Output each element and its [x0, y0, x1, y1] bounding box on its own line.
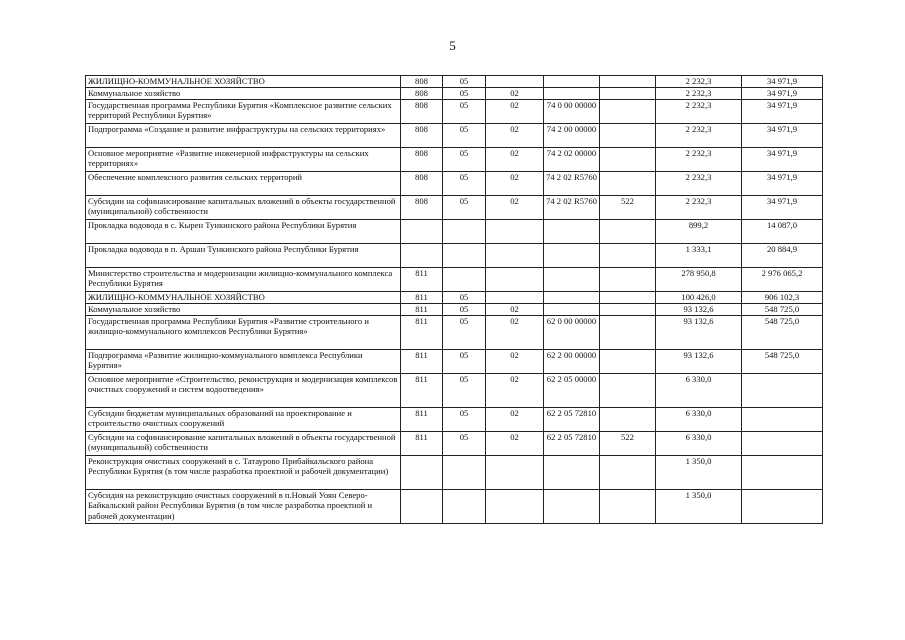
row-rz-cell: 05: [443, 88, 486, 100]
row-pr-cell: [486, 490, 544, 524]
row-csr-cell: 74 2 02 R5760: [544, 172, 600, 196]
row-ved-cell: 811: [401, 350, 443, 374]
row-ved-cell: 811: [401, 432, 443, 456]
row-pr-cell: 02: [486, 124, 544, 148]
table-row: [86, 172, 823, 196]
row-pr-cell: 02: [486, 88, 544, 100]
row-ved-cell: [401, 220, 443, 244]
row-pr-cell: [486, 292, 544, 304]
row-rz-cell: 05: [443, 432, 486, 456]
row-sum2-cell: [742, 456, 823, 490]
row-sum1-cell: 2 232,3: [656, 124, 742, 148]
row-vr-cell: [600, 350, 656, 374]
row-sum2-cell: 34 971,9: [742, 100, 823, 124]
row-vr-cell: [600, 408, 656, 432]
row-name-cell: Основное мероприятие «Строительство, реконструкция и модернизация комплексов очистных сооружений и систем водоотведения»: [86, 374, 401, 408]
page-number: 5: [449, 38, 456, 53]
row-csr-cell: 74 2 02 R5760: [544, 196, 600, 220]
row-ved-cell: 811: [401, 316, 443, 350]
row-sum2-cell: 34 971,9: [742, 172, 823, 196]
row-name-cell: Обеспечение комплексного развития сельских территорий: [86, 172, 401, 196]
row-ved-cell: 808: [401, 172, 443, 196]
table-row: [86, 292, 823, 304]
row-sum1-cell: 899,2: [656, 220, 742, 244]
row-vr-cell: [600, 304, 656, 316]
row-ved-cell: 808: [401, 196, 443, 220]
row-csr-cell: [544, 76, 600, 88]
row-sum1-cell: 1 350,0: [656, 490, 742, 524]
row-pr-cell: [486, 76, 544, 88]
table-row: [86, 268, 823, 292]
row-name-cell: Прокладка водовода в п. Аршан Тункинского района Республики Бурятия: [86, 244, 401, 268]
row-vr-cell: [600, 172, 656, 196]
row-pr-cell: 02: [486, 432, 544, 456]
row-vr-cell: [600, 456, 656, 490]
row-sum1-cell: 2 232,3: [656, 172, 742, 196]
row-rz-cell: 05: [443, 148, 486, 172]
table-row: [86, 304, 823, 316]
row-vr-cell: [600, 490, 656, 524]
row-name-cell: Государственная программа Республики Бурятия «Развитие строительного и жилищно-коммунального комплексов Республики Бурятия»: [86, 316, 401, 350]
row-csr-cell: 62 2 05 72810: [544, 408, 600, 432]
row-pr-cell: 02: [486, 172, 544, 196]
row-vr-cell: [600, 244, 656, 268]
row-name-cell: Государственная программа Республики Бурятия «Комплексное развитие сельских территорий Республики Бурятия»: [86, 100, 401, 124]
row-sum2-cell: 34 971,9: [742, 76, 823, 88]
row-csr-cell: 62 2 05 72810: [544, 432, 600, 456]
row-sum1-cell: 100 426,0: [656, 292, 742, 304]
row-sum2-cell: 34 971,9: [742, 196, 823, 220]
row-rz-cell: [443, 490, 486, 524]
row-sum2-cell: 34 971,9: [742, 88, 823, 100]
row-sum2-cell: 34 971,9: [742, 124, 823, 148]
row-csr-cell: 74 0 00 00000: [544, 100, 600, 124]
row-sum1-cell: 6 330,0: [656, 408, 742, 432]
table-row: [86, 244, 823, 268]
row-sum1-cell: 1 333,1: [656, 244, 742, 268]
row-csr-cell: [544, 490, 600, 524]
row-rz-cell: 05: [443, 350, 486, 374]
table-row: [86, 316, 823, 350]
row-name-cell: Прокладка водовода в с. Кырен Тункинского района Республики Бурятия: [86, 220, 401, 244]
row-sum1-cell: 93 132,6: [656, 304, 742, 316]
row-vr-cell: [600, 268, 656, 292]
row-sum2-cell: 34 971,9: [742, 148, 823, 172]
row-sum2-cell: 548 725,0: [742, 304, 823, 316]
budget-table: [85, 75, 823, 524]
row-sum2-cell: 2 976 065,2: [742, 268, 823, 292]
row-ved-cell: [401, 456, 443, 490]
row-rz-cell: 05: [443, 374, 486, 408]
row-pr-cell: [486, 220, 544, 244]
row-vr-cell: [600, 316, 656, 350]
row-ved-cell: 811: [401, 268, 443, 292]
row-pr-cell: 02: [486, 148, 544, 172]
row-pr-cell: [486, 456, 544, 490]
row-name-cell: Коммунальное хозяйство: [86, 88, 401, 100]
row-pr-cell: [486, 268, 544, 292]
row-rz-cell: 05: [443, 316, 486, 350]
row-vr-cell: 522: [600, 196, 656, 220]
row-pr-cell: 02: [486, 374, 544, 408]
row-sum1-cell: 2 232,3: [656, 76, 742, 88]
row-sum1-cell: 2 232,3: [656, 88, 742, 100]
row-ved-cell: 808: [401, 88, 443, 100]
row-csr-cell: [544, 268, 600, 292]
row-csr-cell: [544, 292, 600, 304]
row-sum2-cell: 548 725,0: [742, 350, 823, 374]
row-ved-cell: [401, 490, 443, 524]
table-row: [86, 100, 823, 124]
row-name-cell: ЖИЛИЩНО-КОММУНАЛЬНОЕ ХОЗЯЙСТВО: [86, 292, 401, 304]
row-vr-cell: [600, 148, 656, 172]
row-ved-cell: 808: [401, 148, 443, 172]
row-vr-cell: [600, 374, 656, 408]
table-row: [86, 196, 823, 220]
row-ved-cell: 811: [401, 304, 443, 316]
row-pr-cell: 02: [486, 304, 544, 316]
row-vr-cell: [600, 76, 656, 88]
table-row: [86, 408, 823, 432]
row-ved-cell: 808: [401, 100, 443, 124]
row-rz-cell: 05: [443, 76, 486, 88]
row-sum2-cell: 14 087,0: [742, 220, 823, 244]
row-csr-cell: 62 2 00 00000: [544, 350, 600, 374]
row-name-cell: Субсидии на софинансирование капитальных вложений в объекты государственной (муниципальной) собственности: [86, 196, 401, 220]
row-vr-cell: [600, 220, 656, 244]
row-sum2-cell: [742, 490, 823, 524]
row-csr-cell: 74 2 00 00000: [544, 124, 600, 148]
table-row: [86, 124, 823, 148]
table-row: [86, 76, 823, 88]
row-rz-cell: 05: [443, 292, 486, 304]
row-sum2-cell: 20 884,9: [742, 244, 823, 268]
row-vr-cell: [600, 292, 656, 304]
row-ved-cell: 808: [401, 124, 443, 148]
row-sum1-cell: 93 132,6: [656, 316, 742, 350]
table-row: [86, 148, 823, 172]
row-pr-cell: 02: [486, 316, 544, 350]
row-rz-cell: 05: [443, 172, 486, 196]
row-sum1-cell: 6 330,0: [656, 432, 742, 456]
row-sum2-cell: 906 102,3: [742, 292, 823, 304]
row-csr-cell: [544, 456, 600, 490]
row-csr-cell: [544, 88, 600, 100]
table-row: [86, 374, 823, 408]
row-pr-cell: 02: [486, 408, 544, 432]
row-name-cell: Реконструкция очистных сооружений в с. Татаурово Прибайкальского района Республики Бурятия (в том числе разработка проектной и рабочей документации): [86, 456, 401, 490]
row-rz-cell: [443, 268, 486, 292]
row-rz-cell: 05: [443, 408, 486, 432]
row-sum1-cell: 2 232,3: [656, 148, 742, 172]
row-pr-cell: 02: [486, 100, 544, 124]
row-ved-cell: 811: [401, 292, 443, 304]
row-sum1-cell: 2 232,3: [656, 196, 742, 220]
row-ved-cell: 808: [401, 76, 443, 88]
row-ved-cell: 811: [401, 408, 443, 432]
row-sum1-cell: 93 132,6: [656, 350, 742, 374]
row-pr-cell: 02: [486, 350, 544, 374]
row-vr-cell: [600, 100, 656, 124]
row-sum1-cell: 6 330,0: [656, 374, 742, 408]
budget-table-body: [86, 76, 823, 524]
row-vr-cell: [600, 124, 656, 148]
row-name-cell: Подпрограмма «Создание и развитие инфраструктуры на сельских территориях»: [86, 124, 401, 148]
row-csr-cell: [544, 244, 600, 268]
row-rz-cell: 05: [443, 304, 486, 316]
row-name-cell: ЖИЛИЩНО-КОММУНАЛЬНОЕ ХОЗЯЙСТВО: [86, 76, 401, 88]
row-sum2-cell: [742, 408, 823, 432]
table-row: [86, 88, 823, 100]
row-sum1-cell: 2 232,3: [656, 100, 742, 124]
row-csr-cell: 74 2 02 00000: [544, 148, 600, 172]
table-row: [86, 220, 823, 244]
table-row: [86, 350, 823, 374]
row-csr-cell: [544, 304, 600, 316]
row-sum1-cell: 1 350,0: [656, 456, 742, 490]
row-rz-cell: [443, 244, 486, 268]
row-csr-cell: 62 2 05 00000: [544, 374, 600, 408]
row-sum2-cell: [742, 374, 823, 408]
row-csr-cell: 62 0 00 00000: [544, 316, 600, 350]
row-name-cell: Министерство строительства и модернизации жилищно-коммунального комплекса Республики Бурятия: [86, 268, 401, 292]
row-rz-cell: 05: [443, 100, 486, 124]
row-rz-cell: [443, 456, 486, 490]
row-name-cell: Подпрограмма «Развитие жилищно-коммунального комплекса Республики Бурятия»: [86, 350, 401, 374]
row-sum2-cell: [742, 432, 823, 456]
row-name-cell: Субсидии бюджетам муниципальных образований на проектирование и строительство очистных сооружений: [86, 408, 401, 432]
row-name-cell: Коммунальное хозяйство: [86, 304, 401, 316]
row-vr-cell: [600, 88, 656, 100]
table-row: [86, 490, 823, 524]
row-ved-cell: [401, 244, 443, 268]
row-vr-cell: 522: [600, 432, 656, 456]
table-row: [86, 456, 823, 490]
row-pr-cell: [486, 244, 544, 268]
row-rz-cell: [443, 220, 486, 244]
row-name-cell: Субсидии на софинансирование капитальных вложений в объекты государственной (муниципальной) собственности: [86, 432, 401, 456]
row-sum2-cell: 548 725,0: [742, 316, 823, 350]
row-rz-cell: 05: [443, 196, 486, 220]
row-ved-cell: 811: [401, 374, 443, 408]
table-row: [86, 432, 823, 456]
row-rz-cell: 05: [443, 124, 486, 148]
row-sum1-cell: 278 950,8: [656, 268, 742, 292]
row-name-cell: Основное мероприятие «Развитие инженерной инфраструктуры на сельских территориях»: [86, 148, 401, 172]
row-pr-cell: 02: [486, 196, 544, 220]
row-csr-cell: [544, 220, 600, 244]
row-name-cell: Субсидия на реконструкцию очистных сооружений в п.Новый Уоян Северо-Байкальский район Республики Бурятия (в том числе разработка проектной и рабочей документации): [86, 490, 401, 524]
